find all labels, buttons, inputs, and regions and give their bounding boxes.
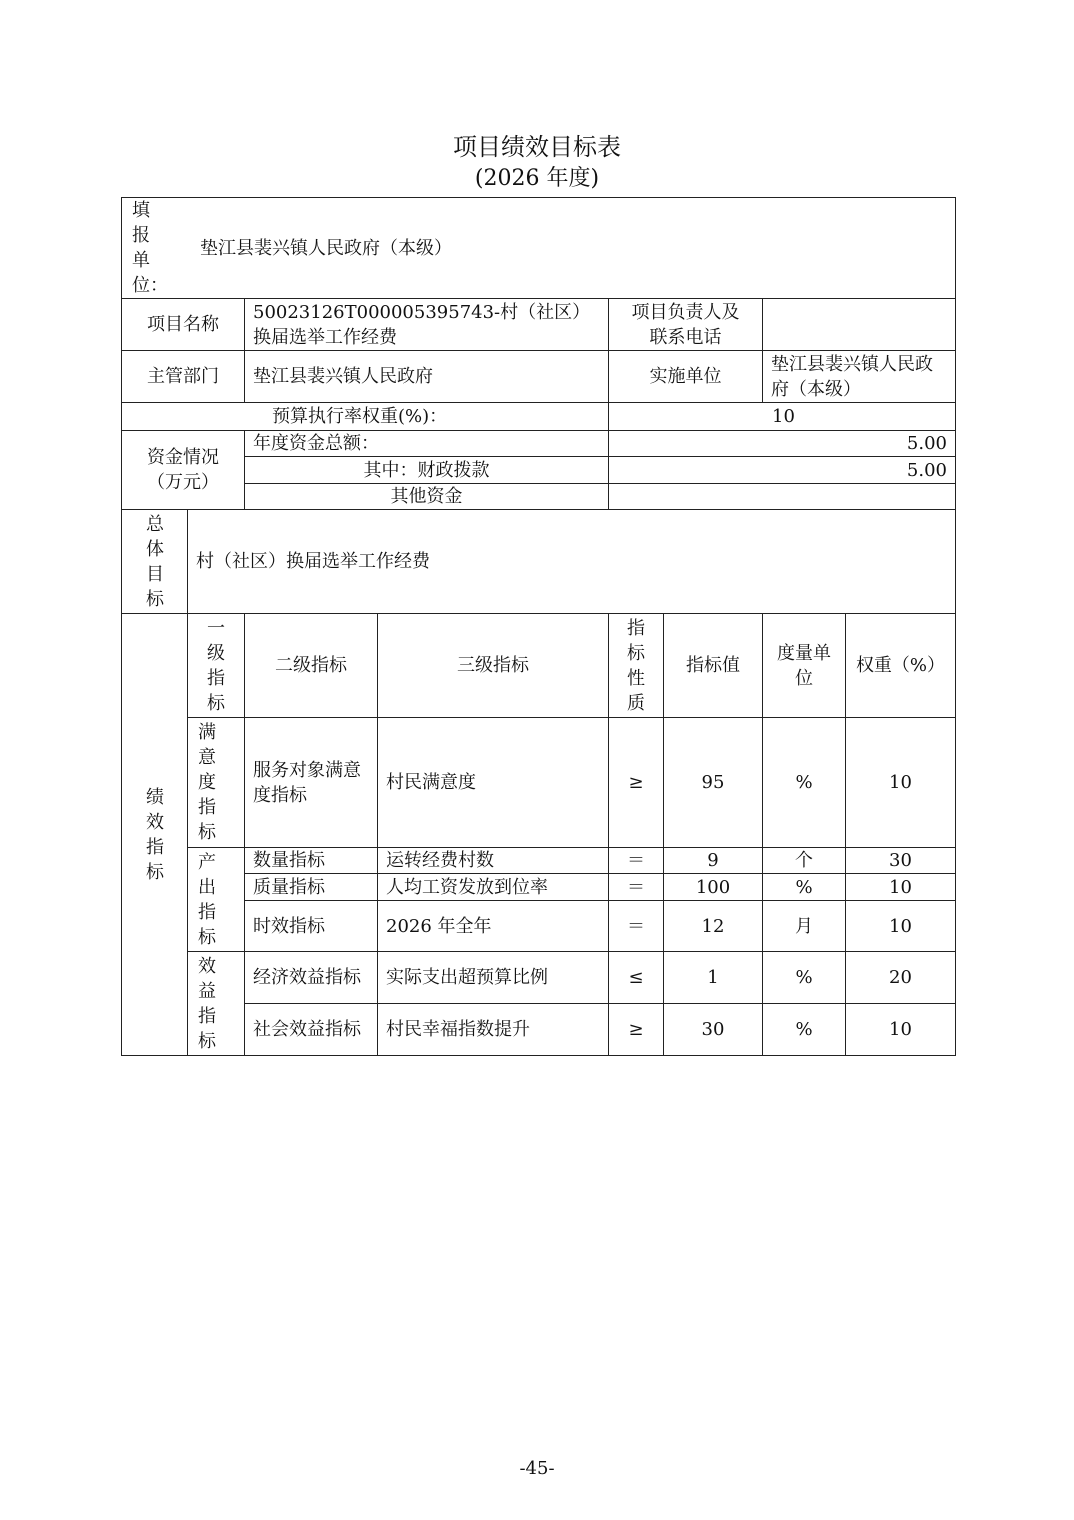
funds-other-value (609, 484, 956, 510)
nature-cell: ≥ (609, 1004, 664, 1056)
filler-row (122, 198, 956, 299)
nature-cell: ＝ (609, 901, 664, 952)
level2-cell: 数量指标 (245, 848, 378, 874)
level2-cell: 经济效益指标 (245, 952, 378, 1004)
nature-cell: ≥ (609, 718, 664, 848)
level2-cell: 质量指标 (245, 874, 378, 901)
project-name-label: 项目名称 (122, 299, 245, 351)
header-level3: 三级指标 (378, 614, 609, 718)
weight-cell: 10 (846, 1004, 956, 1056)
project-name-value: 50023126T000005395743-村（社区）换届选举工作经费 (245, 299, 609, 351)
level3-cell: 运转经费村数 (378, 848, 609, 874)
dept-value: 垫江县裴兴镇人民政府 (245, 351, 609, 403)
value-cell: 9 (664, 848, 763, 874)
value-cell: 1 (664, 952, 763, 1004)
header-level1: 一级指标 (188, 614, 245, 718)
goal-value: 村（社区）换届选举工作经费 (188, 510, 956, 614)
table-row (122, 718, 956, 848)
unit-cell: 月 (763, 901, 846, 952)
level3-cell: 村民幸福指数提升 (378, 1004, 609, 1056)
page-number: -45- (519, 1458, 555, 1479)
unit-cell: % (763, 718, 846, 848)
table-row (122, 874, 956, 901)
table-row (122, 848, 956, 874)
funds-total-label: 年度资金总额： (245, 431, 609, 457)
funds-other-label: 其他资金 (245, 484, 609, 510)
funds-fiscal-label: 其中：财政拨款 (245, 457, 609, 484)
level2-cell: 时效指标 (245, 901, 378, 952)
level3-cell: 2026 年全年 (378, 901, 609, 952)
header-unit: 度量单位 (763, 614, 846, 718)
dept-label: 主管部门 (122, 351, 245, 403)
funds-label: 资金情况（万元） (122, 431, 245, 510)
funds-fiscal-value: 5.00 (609, 457, 956, 484)
level3-cell: 人均工资发放到位率 (378, 874, 609, 901)
value-cell: 12 (664, 901, 763, 952)
contact-value (763, 299, 956, 351)
indicators-label: 绩效指标 (122, 614, 188, 1056)
value-cell: 30 (664, 1004, 763, 1056)
level1-cell: 产出指标 (188, 848, 245, 952)
level2-cell: 社会效益指标 (245, 1004, 378, 1056)
weight-cell: 20 (846, 952, 956, 1004)
budget-weight-value: 10 (609, 403, 956, 431)
level3-cell: 实际支出超预算比例 (378, 952, 609, 1004)
level3-cell: 村民满意度 (378, 718, 609, 848)
table-row (122, 952, 956, 1004)
header-value: 指标值 (664, 614, 763, 718)
header-nature: 指标性质 (609, 614, 664, 718)
performance-target-table (121, 197, 956, 1056)
level2-cell: 服务对象满意度指标 (245, 718, 378, 848)
contact-label: 项目负责人及联系电话 (609, 299, 763, 351)
level1-cell: 满意度指标 (188, 718, 245, 848)
filler-label: 填报单位： (132, 200, 168, 296)
weight-cell: 10 (846, 874, 956, 901)
nature-cell: ＝ (609, 874, 664, 901)
table-row (122, 901, 956, 952)
page-subtitle: (2026 年度) (474, 166, 600, 191)
goal-label: 总体目标 (122, 510, 188, 614)
funds-total-value: 5.00 (609, 431, 956, 457)
weight-cell: 10 (846, 718, 956, 848)
unit-cell: % (763, 1004, 846, 1056)
impl-value: 垫江县裴兴镇人民政府（本级） (763, 351, 956, 403)
level1-cell: 效益指标 (188, 952, 245, 1056)
header-level2: 二级指标 (245, 614, 378, 718)
budget-weight-label: 预算执行率权重(%)： (122, 403, 609, 431)
table-row (122, 1004, 956, 1056)
weight-cell: 30 (846, 848, 956, 874)
value-cell: 100 (664, 874, 763, 901)
value-cell: 95 (664, 718, 763, 848)
nature-cell: ＝ (609, 848, 664, 874)
unit-cell: 个 (763, 848, 846, 874)
weight-cell: 10 (846, 901, 956, 952)
nature-cell: ≤ (609, 952, 664, 1004)
impl-label: 实施单位 (609, 351, 763, 403)
unit-cell: % (763, 952, 846, 1004)
header-weight: 权重（%） (846, 614, 956, 718)
filler-value: 垫江县裴兴镇人民政府（本级） (200, 237, 452, 259)
page-title: 项目绩效目标表 (453, 133, 621, 161)
unit-cell: % (763, 874, 846, 901)
